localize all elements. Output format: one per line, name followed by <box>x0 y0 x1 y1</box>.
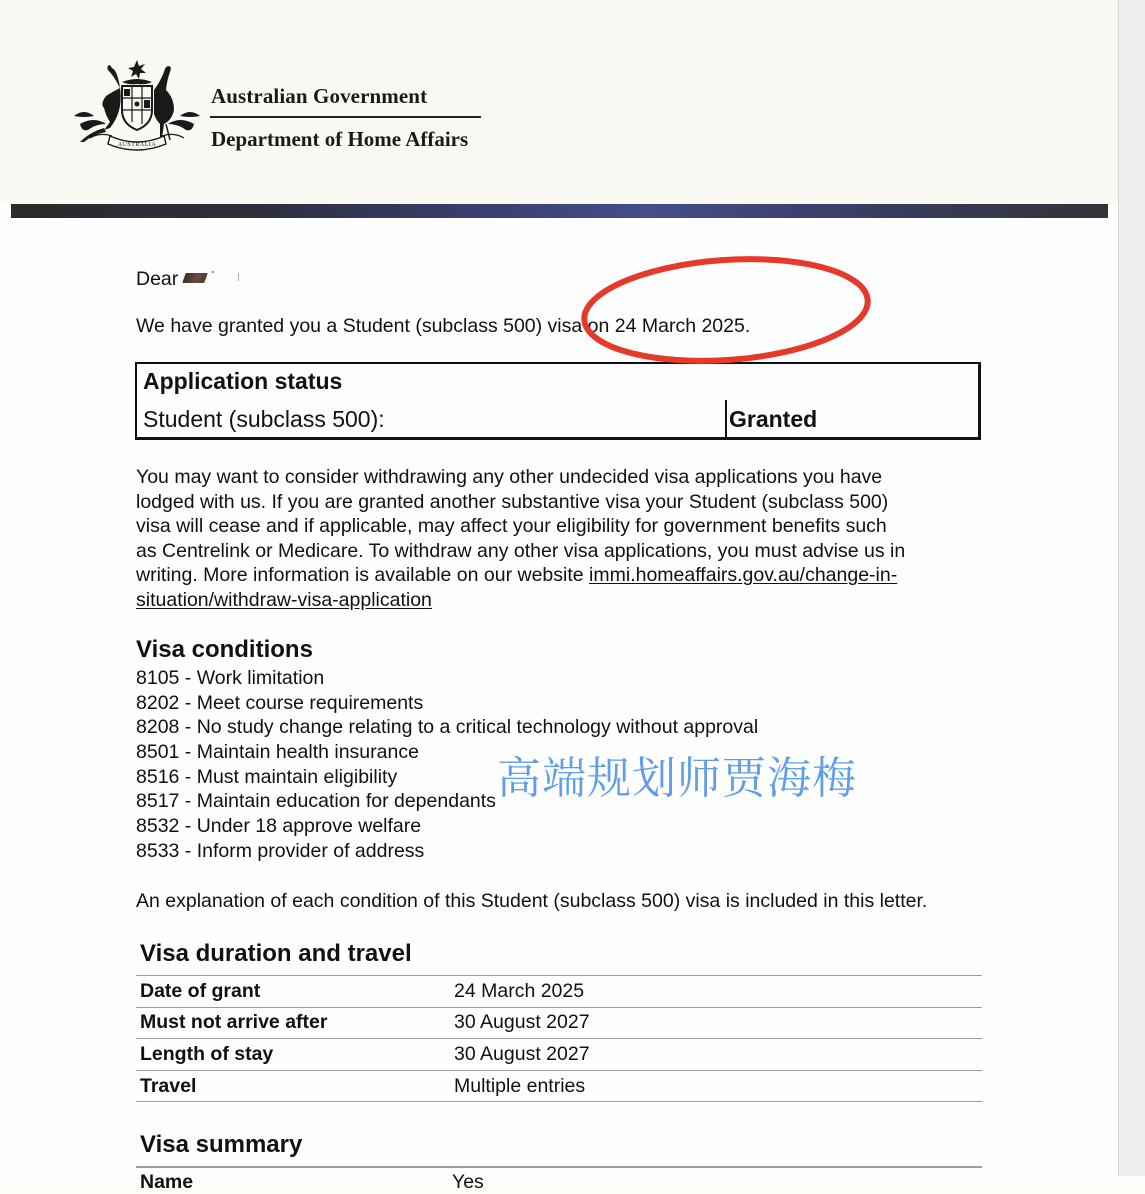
table-row <box>136 1039 982 1071</box>
salutation: Dear <box>136 268 179 290</box>
paragraph-text: writing. More information is available on our website <box>136 564 590 587</box>
grant-sentence: We have granted you a Student (subclass 500) visa on 24 March 2025. <box>136 315 751 337</box>
withdraw-paragraph <box>136 465 966 613</box>
condition-item: 8501 - Maintain health insurance <box>136 741 419 764</box>
row-label: Travel <box>136 1070 450 1102</box>
redacted-name <box>182 273 208 283</box>
department-title: Department of Home Affairs <box>211 127 469 151</box>
paragraph-line: as Centrelink or Medicare. To withdraw any other visa applications, you must advise us in <box>136 539 906 562</box>
condition-item: 8517 - Maintain education for dependants <box>136 790 496 813</box>
table-row <box>136 1007 982 1039</box>
government-title: Australian Government <box>211 84 428 108</box>
paragraph-line: You may want to consider withdrawing any other undecided visa applications you have <box>136 466 883 488</box>
row-value: 24 March 2025 <box>450 976 982 1008</box>
website-link-continued[interactable]: situation/withdraw-visa-application <box>136 588 432 611</box>
row-value: 30 August 2027 <box>450 1039 982 1071</box>
page-edge-strip <box>1118 0 1145 1176</box>
summary-value: Yes <box>452 1171 484 1193</box>
duration-heading: Visa duration and travel <box>140 940 412 967</box>
paragraph-line <box>136 563 966 588</box>
table-row <box>136 1070 982 1102</box>
row-value: Multiple entries <box>450 1070 982 1102</box>
row-label: Must not arrive after <box>136 1007 450 1039</box>
status-value: Granted <box>729 406 818 432</box>
status-label: Student (subclass 500): <box>143 406 385 432</box>
condition-item: 8202 - Meet course requirements <box>136 691 424 714</box>
crest-ribbon-text: AUSTRALIA <box>117 142 157 148</box>
condition-item: 8533 - Inform provider of address <box>136 839 425 862</box>
conditions-explanation: An explanation of each condition of this Student (subclass 500) visa is included in this letter. <box>136 890 928 912</box>
status-title: Application status <box>143 368 343 394</box>
paragraph-line: lodged with us. If you are granted another substantive visa your Student (subclass 500) <box>136 490 889 513</box>
summary-heading: Visa summary <box>140 1131 303 1158</box>
letterhead-color-band <box>11 204 1108 218</box>
duration-table <box>136 975 982 1102</box>
condition-item: 8208 - No study change relating to a critical technology without approval <box>136 716 759 739</box>
summary-first-row-cut <box>136 1168 982 1193</box>
website-link[interactable]: immi.homeaffairs.gov.au/change-in- <box>589 564 898 587</box>
status-divider <box>725 400 727 438</box>
condition-item: 8516 - Must maintain eligibility <box>136 765 398 788</box>
letterhead-rule <box>210 116 481 118</box>
row-value: 30 August 2027 <box>450 1007 982 1039</box>
paragraph-line: visa will cease and if applicable, may affect your eligibility for government benefits such <box>136 515 887 538</box>
conditions-heading: Visa conditions <box>136 636 313 663</box>
condition-item: 8532 - Under 18 approve welfare <box>136 815 422 838</box>
table-row <box>136 976 982 1008</box>
application-status-box <box>135 362 981 440</box>
salutation-line <box>136 267 276 292</box>
row-label: Date of grant <box>136 976 450 1008</box>
condition-item: 8105 - Work limitation <box>136 667 325 689</box>
watermark-text: 高端规划师贾海梅 <box>497 753 857 804</box>
coat-of-arms-icon <box>70 58 204 154</box>
summary-label: Name <box>140 1171 194 1193</box>
paragraph-line <box>136 588 966 613</box>
row-label: Length of stay <box>136 1039 450 1071</box>
